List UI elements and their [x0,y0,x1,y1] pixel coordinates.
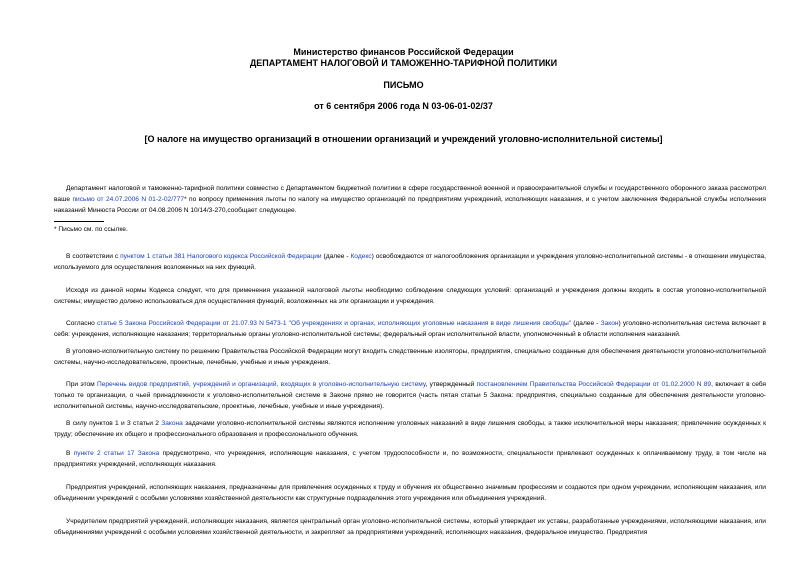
document-date: от 6 сентября 2006 года N 03-06-01-02/37 [314,101,493,111]
text: задачами уголовно-исполнительной системы являются исполнение уголовных наказаний в виде лишения свободы, а также исключительной меры наказания; привлечение осужденных к труду; обеспечение их общего и профессионального образования и профессионального обучения. [54,420,767,438]
text: * по вопросу применения льготы по налогу на имущество организаций по предприятиям учреждений, исполняющих наказания, и с учетом заключения Федеральной службы исполнения наказаний Минюста России от 04.08.2006 N 10/14/3-270,сообщает следующее. [54,196,766,214]
paragraph-8 [54,448,766,470]
paragraph-4 [54,318,766,340]
link-law[interactable]: Закон [600,320,619,327]
paragraph-10: Учредителем предприятий учреждений, исполняющих наказания, является центральный орган уголовно-исполнительной системы, который утверждает их уставы, разработанные учреждениями, исполняющими наказания, или объединениями учреждений с особыми условиями хозяйственной деятельности, и закрепляет за предприятиями учреждений, исполняющих наказания, федеральное имущество. Предприятия [54,518,766,536]
paragraph-2 [54,251,766,273]
document-subject: [О налоге на имущество организаций в отношении организаций и учреждений уголовно-исполнительной системы] [144,134,663,144]
ministry-title: Министерство финансов Российской Федерации [293,47,514,57]
link-law-article-17[interactable]: пункте 2 статьи 17 Закона [73,450,160,457]
text: , утвержденный [425,381,477,388]
text: (далее - [321,253,351,260]
link-law-p7[interactable]: Закона [161,420,183,427]
link-letter-24-07-2006[interactable]: письмо от 24.07.2006 N 01-2-02/777 [72,196,185,203]
link-tax-code-art-381[interactable]: пунктом 1 статьи 381 Налогового кодекса Российской Федерации [120,253,322,260]
text: Департамент налоговой и таможенно-тарифной политики совместно с Департаментом бюджетной политики в сфере государственной военной и правоохранительной службы и государственного оборонного заказа рассмотрел ваше [54,185,766,203]
link-law-article-5[interactable]: статье 5 Закона Российской Федерации от 21.07.93 N 5473-1 "Об учреждениях и органах, исполняющих уголовные наказания в виде лишения свободы" [96,320,572,327]
paragraph-1 [54,183,766,216]
paragraph-6 [54,379,766,412]
footnote: * Письмо см. по ссылке. [54,226,128,233]
link-government-resolution-89[interactable]: постановлением Правительства Российской Федерации от 01.02.2000 N 89 [476,381,712,388]
text: В соответствии с [66,253,121,260]
text: При этом [66,381,97,388]
department-title: ДЕПАРТАМЕНТ НАЛОГОВОЙ И ТАМОЖЕННО-ТАРИФНОЙ ПОЛИТИКИ [249,58,558,68]
document-type: ПИСЬМО [383,80,424,90]
text: В силу пунктов 1 и 3 статьи 2 [66,420,162,427]
link-enterprise-list[interactable]: Перечень видов предприятий, учреждений и организаций, входящих в уголовно-исполнительную систему [96,381,426,388]
text: В [66,450,74,457]
text: ) освобождаются от налогообложения организации и учреждения уголовно-исполнительной системы - в отношении имущества, используемого для осуществления возложенных на них функций. [54,253,767,271]
paragraph-5: В уголовно-исполнительную систему по решению Правительства Российской Федерации могут входить следственные изоляторы, предприятия, специально созданные для обеспечения деятельности уголовно-исполнительной системы, научно-исследовательские, проектные, лечебные, учебные и иные учреждения. [54,348,766,366]
paragraph-3: Исходя из данной нормы Кодекса следует, что для применения указанной налоговой льготы необходимо соблюдение следующих условий: организаций и учреждения должны входить в состав уголовно-исполнительной системы; имущество должно использоваться для осуществления функций, возложенных на эти организации и учреждения. [54,287,766,305]
paragraph-9: Предприятия учреждений, исполняющих наказания, предназначены для привлечения осужденных к труду и обучения их общественно значимым профессиям и создаются при одном учреждении, исполняющем наказания, или объединении учреждений с особыми условиями хозяйственной деятельности как структурные подразделения этого учреждения или объединения учреждений. [54,484,766,502]
text: (далее - [571,320,601,327]
paragraph-7 [54,418,766,440]
text: Согласно [66,320,97,327]
text: ) уголовно-исполнительная система включает в себя: учреждения, исполняющие наказания; территориальные органы уголовно-исполнительной системы; федеральный орган исполнительной власти, уполномоченный в области исполнения наказаний. [54,320,766,338]
text: предусмотрено, что учреждения, исполняющие наказания, с учетом трудоспособности и, по возможности, специальности привлекают осужденных к оплачиваемому труду, в том числе на предприятиях учреждений, исполняющих наказания. [54,450,767,468]
link-code[interactable]: Кодекс [350,253,372,260]
text: , включает в себя только те организации, о чьей принадлежности к уголовно-исполнительной системе в Законе прямо не говорится (часть пятая статьи 5 Закона: предприятия, специально созданные для обеспечения деятельности уголовно-исполнительной системы, научно-исследовательские, проектные, лечебные, учебные и иные учреждения). [54,381,766,410]
footnote-divider [54,221,104,222]
